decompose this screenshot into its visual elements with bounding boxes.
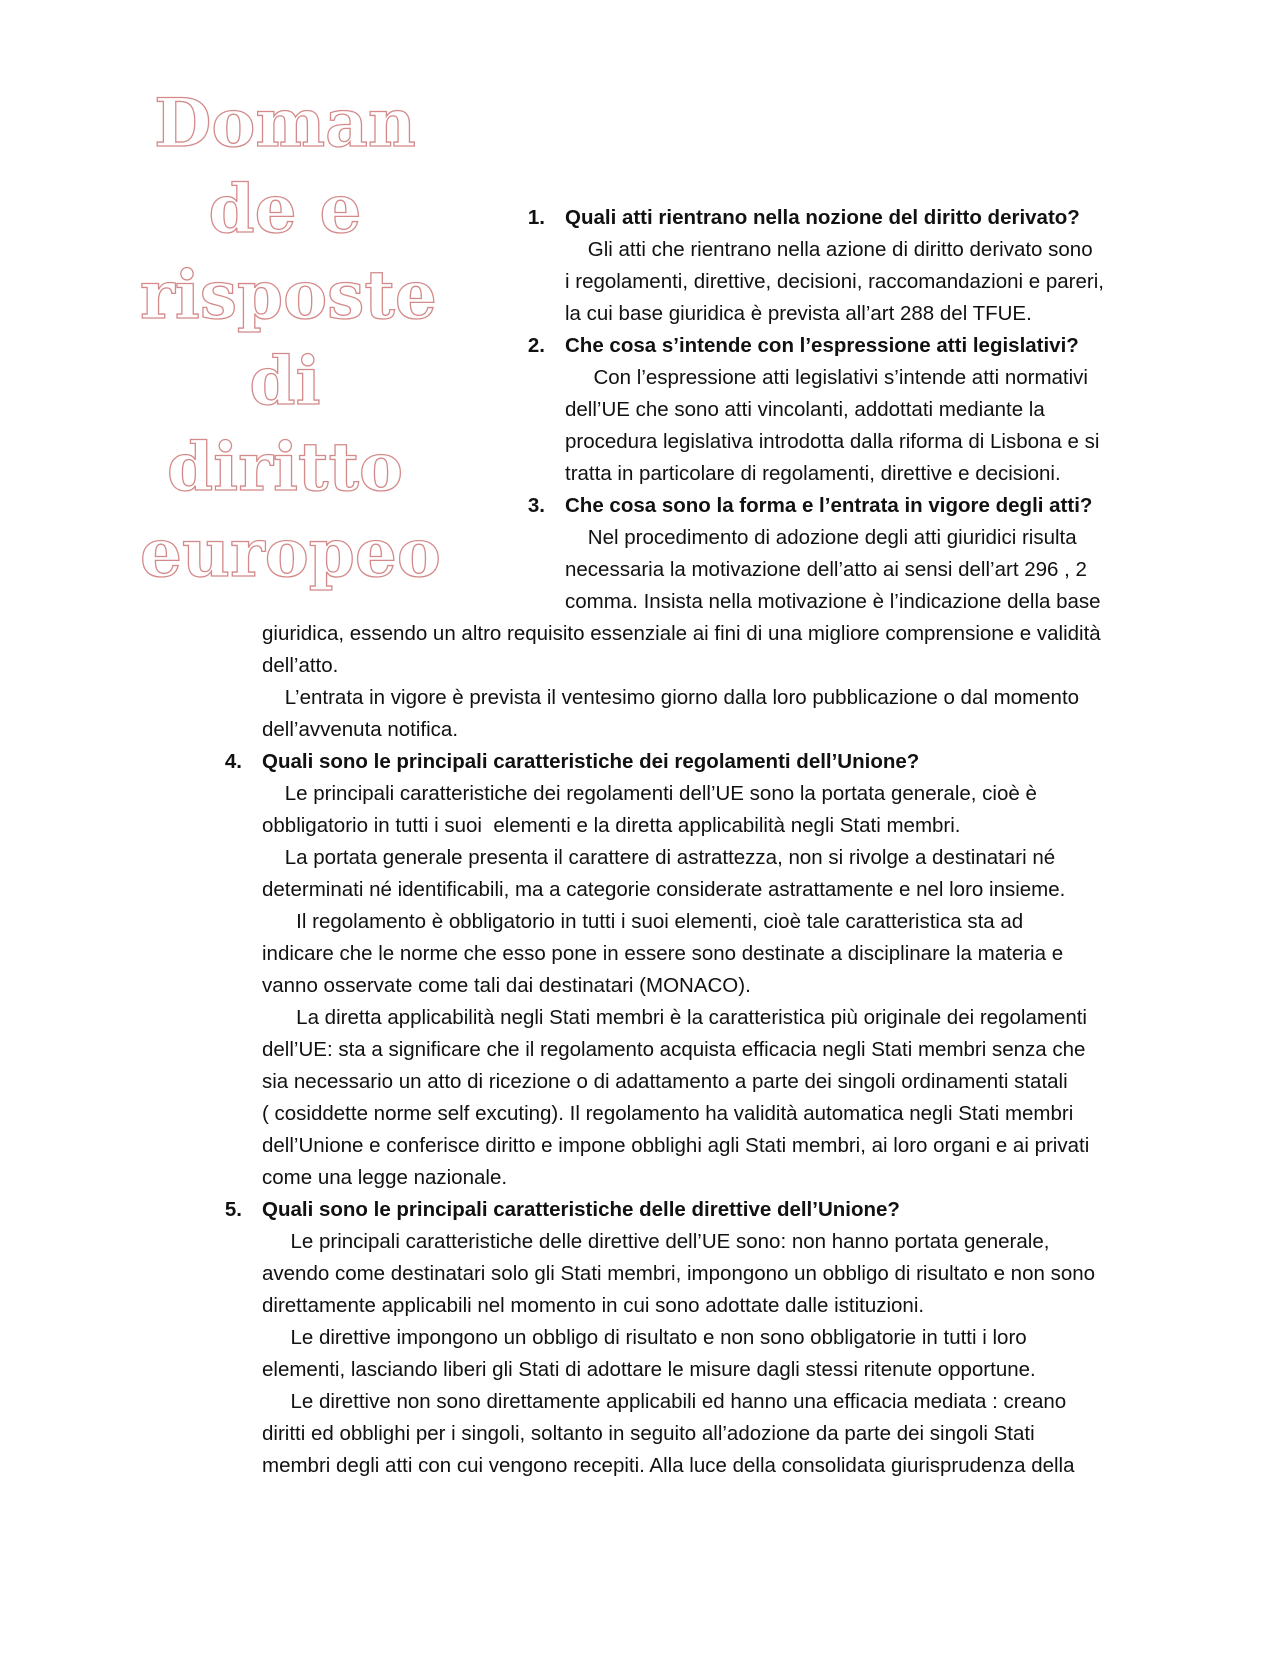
answer-line: necessaria la motivazione dell’atto ai sensi dell’art 296 , 2	[565, 558, 1087, 581]
question-heading: Che cosa s’intende con l’espressione atti legislativi?	[565, 334, 1079, 357]
answer-line: La diretta applicabilità negli Stati membri è la caratteristica più originale dei regolamenti	[262, 1006, 1087, 1029]
answer-line: L’entrata in vigore è prevista il ventesimo giorno dalla loro pubblicazione o dal momento	[262, 686, 1080, 709]
answer-line: tratta in particolare di regolamenti, direttive e decisioni.	[565, 462, 1061, 485]
answer-line: Le principali caratteristiche dei regolamenti dell’UE sono la portata generale, cioè è	[262, 782, 1037, 805]
title-line: diritto	[166, 428, 404, 506]
title-line: di	[249, 342, 321, 420]
title-line: de e	[208, 170, 362, 248]
question-number: 5.	[224, 1198, 242, 1221]
question-number: 4.	[224, 750, 242, 773]
title-line: risposte	[140, 256, 437, 334]
answer-line: indicare che le norme che esso pone in essere sono destinate a disciplinare la materia e	[262, 942, 1064, 965]
question-heading: Quali atti rientrano nella nozione del diritto derivato?	[565, 206, 1080, 229]
answer-line: la cui base giuridica è prevista all’art 288 del TFUE.	[565, 302, 1032, 325]
answer-line: Gli atti che rientrano nella azione di diritto derivato sono	[565, 238, 1093, 261]
answer-line: Le direttive impongono un obbligo di risultato e non sono obbligatorie in tutti i loro	[262, 1326, 1027, 1349]
question-heading: Quali sono le principali caratteristiche dei regolamenti dell’Unione?	[262, 750, 920, 773]
answer-line: Le principali caratteristiche delle direttive dell’UE sono: non hanno portata generale,	[262, 1230, 1050, 1253]
question-number: 3.	[527, 494, 545, 517]
answer-line: dell’atto.	[262, 654, 339, 677]
answer-line: dell’Unione e conferisce diritto e impone obblighi agli Stati membri, ai loro organi e ai privati	[262, 1134, 1090, 1157]
title-line: europeo	[140, 514, 441, 592]
answer-line: membri degli atti con cui vengono recepiti. Alla luce della consolidata giurisprudenza della	[262, 1454, 1075, 1477]
answer-line: comma. Insista nella motivazione è l’indicazione della base	[565, 590, 1101, 613]
answer-line: Con l’espressione atti legislativi s’intende atti normativi	[565, 366, 1088, 389]
answer-line: La portata generale presenta il carattere di astrattezza, non si rivolge a destinatari né	[262, 846, 1056, 869]
answer-line: determinati né identificabili, ma a categorie considerate astrattamente e nel loro insieme.	[262, 878, 1066, 901]
answer-line: giuridica, essendo un altro requisito essenziale ai fini di una migliore comprensione e validità	[262, 622, 1101, 645]
answer-line: procedura legislativa introdotta dalla riforma di Lisbona e si	[565, 430, 1100, 453]
answer-line: dell’UE che sono atti vincolanti, addottati mediante la	[565, 398, 1045, 421]
answer-line: Il regolamento è obbligatorio in tutti i suoi elementi, cioè tale caratteristica sta ad	[262, 910, 1024, 933]
answer-line: dell’avvenuta notifica.	[262, 718, 459, 741]
answer-line: Nel procedimento di adozione degli atti giuridici risulta	[565, 526, 1077, 549]
answer-line: i regolamenti, direttive, decisioni, raccomandazioni e pareri,	[565, 270, 1104, 293]
answer-line: diritti ed obblighi per i singoli, soltanto in seguito all’adozione da parte dei singoli Stati	[262, 1422, 1035, 1445]
answer-line: ( cosiddette norme self excuting). Il regolamento ha validità automatica negli Stati membri	[262, 1102, 1074, 1125]
answer-line: obbligatorio in tutti i suoi elementi e la diretta applicabilità negli Stati membri.	[262, 814, 961, 837]
question-number: 1.	[527, 206, 545, 229]
answer-line: elementi, lasciando liberi gli Stati di adottare le misure dagli stessi ritenute opportune.	[262, 1358, 1036, 1381]
answer-line: come una legge nazionale.	[262, 1166, 508, 1189]
title-line: Doman	[154, 84, 416, 162]
answer-line: avendo come destinatari solo gli Stati membri, impongono un obbligo di risultato e non sono	[262, 1262, 1096, 1285]
document-title	[140, 80, 441, 596]
question-heading: Che cosa sono la forma e l’entrata in vigore degli atti?	[565, 494, 1093, 517]
question-heading: Quali sono le principali caratteristiche delle direttive dell’Unione?	[262, 1198, 900, 1221]
answer-line: Le direttive non sono direttamente applicabili ed hanno una efficacia mediata : creano	[262, 1390, 1067, 1413]
answer-line: vanno osservate come tali dai destinatari (MONACO).	[262, 974, 751, 997]
answer-line: dell’UE: sta a significare che il regolamento acquista efficacia negli Stati membri senza che	[262, 1038, 1086, 1061]
answer-line: direttamente applicabili nel momento in cui sono adottate dalle istituzioni.	[262, 1294, 925, 1317]
question-number: 2.	[527, 334, 545, 357]
answer-line: sia necessario un atto di ricezione o di adattamento a parte dei singoli ordinamenti statali	[262, 1070, 1068, 1093]
